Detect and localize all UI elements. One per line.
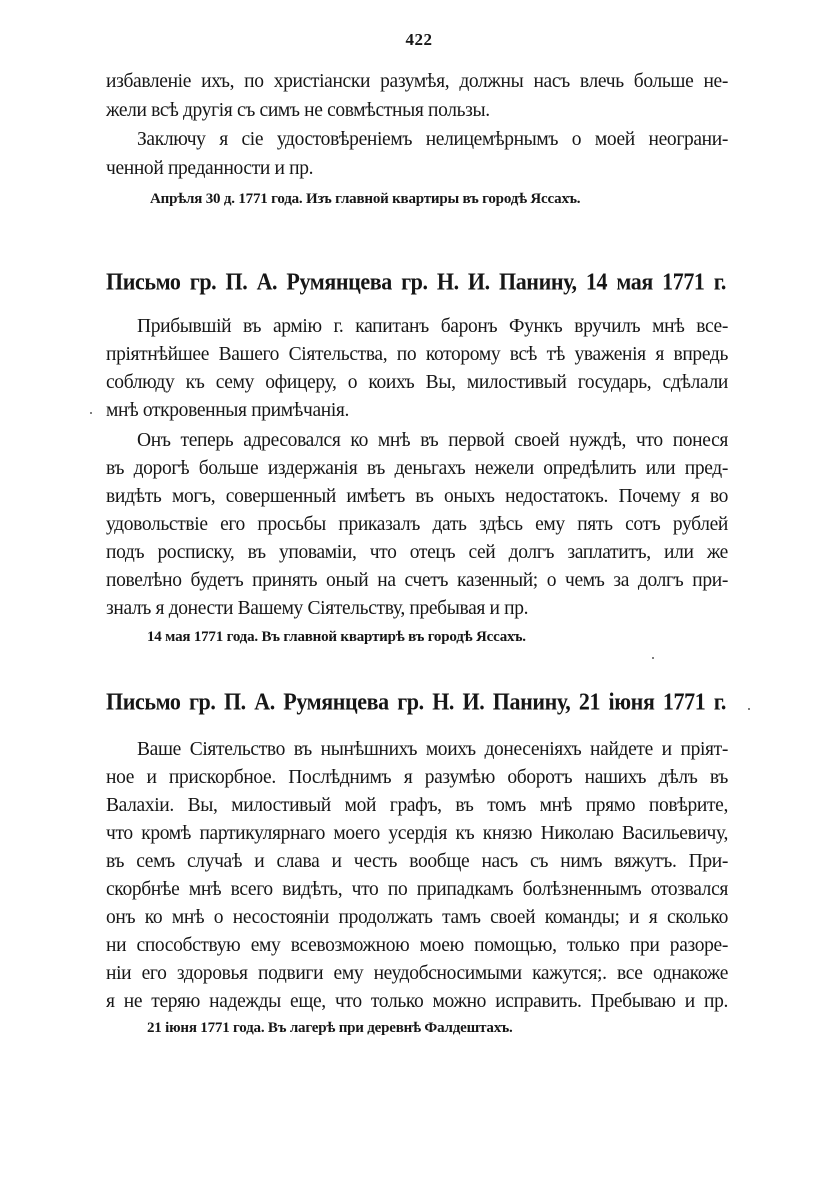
text-line: удовольствіе его просьбы приказалъ дать здѣсь ему пять сотъ рублей bbox=[106, 514, 728, 535]
text-line: Прибывшій въ армію г. капитанъ баронъ Функъ вручилъ мнѣ все- bbox=[137, 316, 728, 337]
text-line: соблюду къ сему офицеру, о коихъ Вы, милостивый государь, сдѣлали bbox=[106, 372, 728, 393]
text-line: Заключу я сіе удостовѣреніемъ нелицемѣрнымъ о моей неограни- bbox=[137, 129, 728, 150]
scan-speck bbox=[90, 412, 92, 414]
text-line: Онъ теперь адресовался ко мнѣ въ первой своей нуждѣ, что понеся bbox=[137, 430, 728, 451]
text-line: ченной преданности и пр. bbox=[106, 158, 314, 179]
letter-heading: Письмо гр. П. А. Румянцева гр. Н. И. Панину, 14 мая 1771 г. bbox=[106, 267, 726, 296]
text-line: ное и прискорбное. Послѣднимъ я разумѣю оборотъ нашихъ дѣлъ въ bbox=[106, 767, 728, 788]
dateline: 14 мая 1771 года. Въ главной квартирѣ въ городѣ Яссахъ. bbox=[147, 629, 526, 645]
dateline: Апрѣля 30 д. 1771 года. Изъ главной квартиры въ городѣ Яссахъ. bbox=[150, 191, 581, 207]
text-line: зналъ я донести Вашему Сіятельству, пребывая и пр. bbox=[106, 598, 529, 619]
text-line: ніи его здоровья подвиги ему неудобсносимыми кажутся;. все однакоже bbox=[106, 963, 728, 984]
letter-heading: Письмо гр. П. А. Румянцева гр. Н. И. Панину, 21 іюня 1771 г. bbox=[106, 687, 726, 716]
dateline: 21 іюня 1771 года. Въ лагерѣ при деревнѣ Фалдештахъ. bbox=[147, 1020, 513, 1036]
text-line: что кромѣ партикулярнаго моего усердія къ князю Николаю Васильевичу, bbox=[106, 823, 728, 844]
text-line: видѣть могъ, совершенный имѣетъ въ оныхъ недостатокъ. Почему я во bbox=[106, 486, 728, 507]
scan-speck bbox=[652, 657, 654, 659]
text-line: скорбнѣе мнѣ всего видѣть, что по припадкамъ болѣзненнымъ отозвался bbox=[106, 879, 728, 900]
text-line: въ семъ случаѣ и слава и честь вообще насъ съ нимъ вяжутъ. При- bbox=[106, 851, 728, 872]
text-line: повелѣно будетъ принять оный на счетъ казенный; о чемъ за долгъ при- bbox=[106, 570, 728, 591]
text-line: пріятнѣйшее Вашего Сіятельства, по которому всѣ тѣ уваженія я впредь bbox=[106, 344, 728, 365]
text-line: я не теряю надежды еще, что только можно исправить. Пребываю и пр. bbox=[106, 991, 728, 1012]
text-line: Валахіи. Вы, милостивый мой графъ, въ томъ мнѣ прямо повѣрите, bbox=[106, 795, 728, 816]
text-line: жели всѣ другія съ симъ не совмѣстныя пользы. bbox=[106, 100, 490, 121]
text-line: онъ ко мнѣ о несостояніи продолжать тамъ своей команды; и я сколько bbox=[106, 907, 728, 928]
text-line: подъ росписку, въ уповаміи, что отецъ сей долгъ заплатитъ, или же bbox=[106, 542, 728, 563]
page-number: 422 bbox=[405, 30, 433, 49]
text-line: избавленіе ихъ, по христіански разумѣя, должны насъ влечь больше не- bbox=[106, 71, 728, 92]
text-line: въ дорогѣ больше издержанія въ деньгахъ нежели опредѣлить или пред- bbox=[106, 458, 728, 479]
scan-speck bbox=[748, 708, 750, 710]
text-line: Ваше Сіятельство въ нынѣшнихъ моихъ донесеніяхъ найдете и пріят- bbox=[137, 739, 728, 760]
text-line: мнѣ откровенныя примѣчанія. bbox=[106, 400, 350, 421]
text-line: ни способствую ему всевозможною моею помощью, только при разоре- bbox=[106, 935, 728, 956]
